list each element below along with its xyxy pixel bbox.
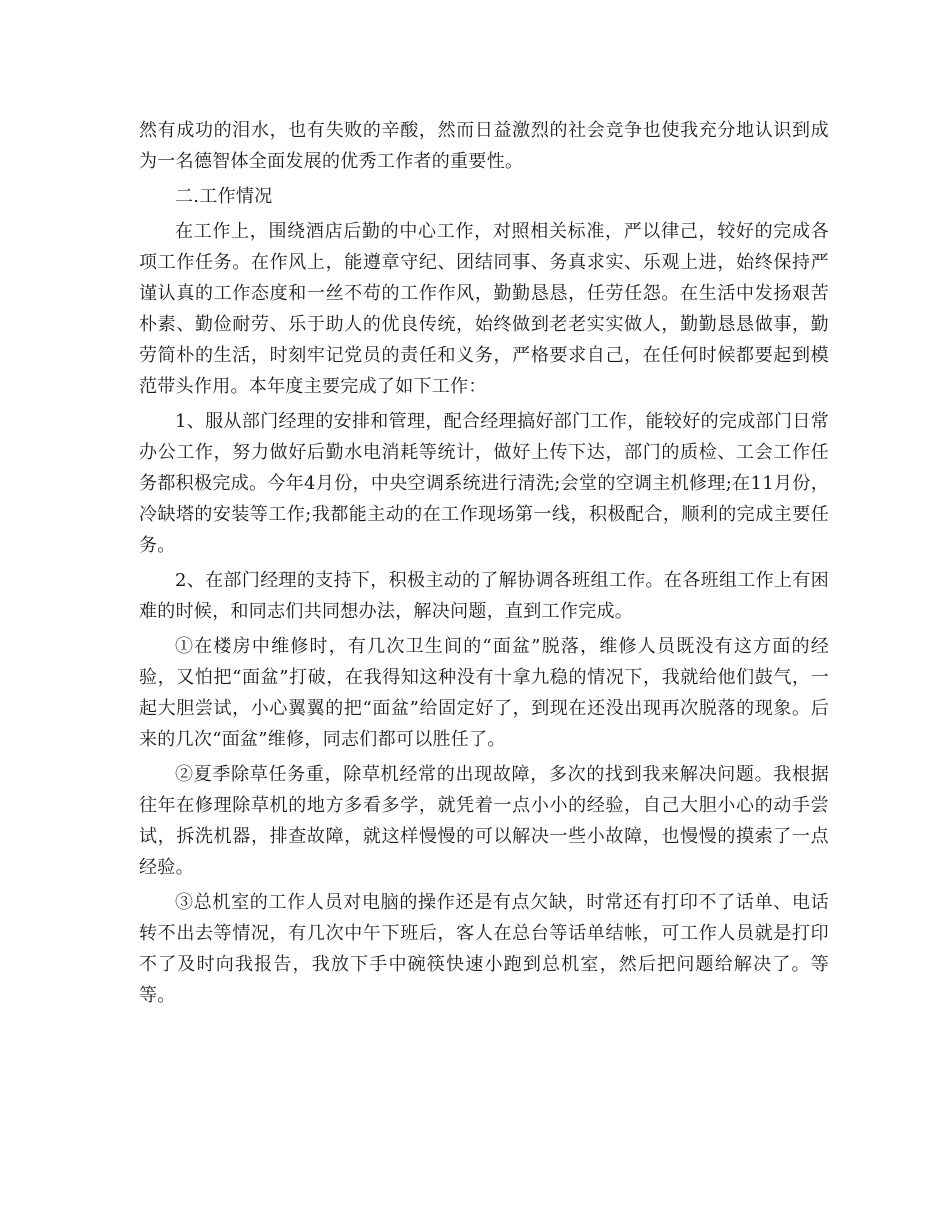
paragraph-example-1: ①在楼房中维修时，有几次卫生间的“面盆”脱落，维修人员既没有这方面的经验，又怕把“面盆”打破，在我得知这种没有十拿九稳的情况下，我就给他们鼓气，一起大胆尝试，小心翼翼的把“面盆”给固定好了，到现在还没出现再次脱落的现象。后来的几次“面盆”维修，同志们都可以胜任了。 (139, 636, 829, 750)
paragraph-item-1: 1、服从部门经理的安排和管理，配合经理搞好部门工作，能较好的完成部门日常办公工作，努力做好后勤水电消耗等统计，做好上传下达，部门的质检、工会工作任务都积极完成。今年4月份，中央空调系统进行清洗;会堂的空调主机修理;在11月份，冷缺塔的安装等工作;我都能主动的在工作现场第一线，积极配合，顺利的完成主要任务。 (139, 411, 829, 556)
paragraph-work-overview: 在工作上，围绕酒店后勤的中心工作，对照相关标准，严以律己，较好的完成各项工作任务。在作风上，能遵章守纪、团结同事、务真求实、乐观上进，始终保持严谨认真的工作态度和一丝不苟的工作作风，勤勤恳恳，任劳任怨。在生活中发扬艰苦朴素、勤俭耐劳、乐于助人的优良传统，始终做到老老实实做人，勤勤恳恳做事，勤劳简朴的生活，时刻牢记党员的责任和义务，严格要求自己，在任何时候都要起到模范带头作用。本年度主要完成了如下工作： (139, 221, 829, 397)
paragraph-example-3: ③总机室的工作人员对电脑的操作还是有点欠缺，时常还有打印不了话单、电话转不出去等情况，有几次中午下班后，客人在总台等话单结帐，可工作人员就是打印不了及时向我报告，我放下手中碗筷快速小跑到总机室，然后把问题给解决了。等等。 (139, 892, 829, 1006)
paragraph-example-2: ②夏季除草任务重，除草机经常的出现故障，多次的找到我来解决问题。我根据往年在修理除草机的地方多看多学，就凭着一点小小的经验，自己大胆小心的动手尝试，拆洗机器，排查故障，就这样慢慢的可以解决一些小故障，也慢慢的摸索了一点经验。 (139, 764, 829, 878)
document-body (139, 115, 829, 1015)
section-heading: 二.工作情况 (175, 186, 273, 207)
paragraph-item-2: 2、在部门经理的支持下，积极主动的了解协调各班组工作。在各班组工作上有困难的时候，和同志们共同想办法，解决问题，直到工作完成。 (139, 570, 829, 622)
paragraph-continued: 然有成功的泪水，也有失败的辛酸，然而日益激烈的社会竞争也使我充分地认识到成为一名德智体全面发展的优秀工作者的重要性。 (139, 120, 829, 172)
